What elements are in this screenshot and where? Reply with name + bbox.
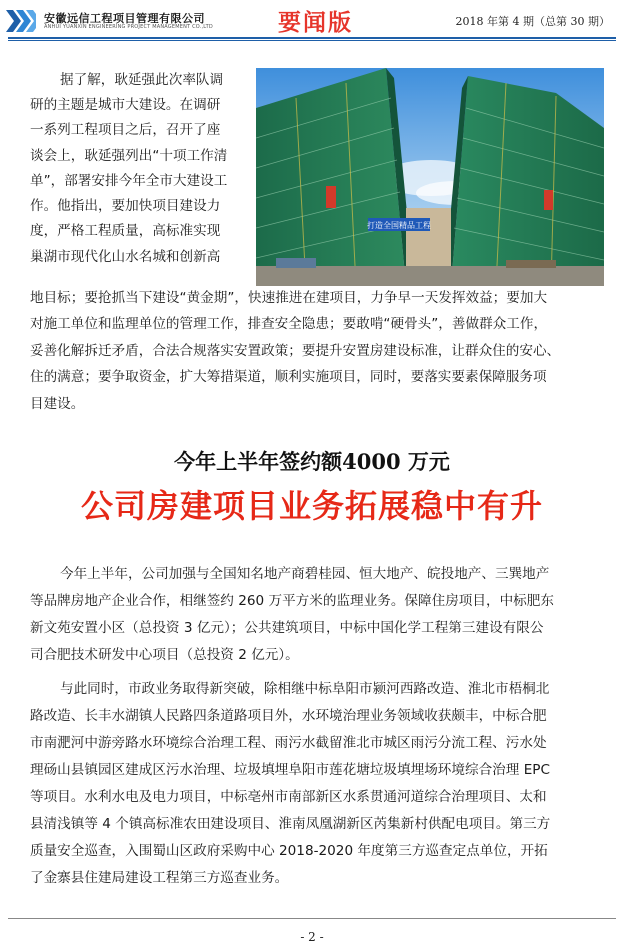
article1-line: 据了解，耿延强此次率队调 <box>60 72 224 88</box>
article1-line: 研的主题是城市大建设。在调研 <box>30 97 221 113</box>
article1-line: 住的满意；要争取资金，扩大筹措渠道，顺利实施项目，同时，要落实要素保障服务项 <box>30 369 547 385</box>
article2-line: 了金寨县住建局建设工程第三方巡查业务。 <box>30 870 289 886</box>
article2-line: 县清浅镇等 4 个镇高标准农田建设项目、淮南凤凰湖新区芮集新村供配电项目。第三方 <box>30 816 551 832</box>
article2-line: 与此同时，市政业务取得新突破，除相继中标阜阳市颍河西路改造、淮北市梧桐北 <box>60 681 550 697</box>
article1-line: 一系列工程项目之后，召开了座 <box>30 122 221 138</box>
article1-line: 巢湖市现代化山水名城和创新高 <box>30 249 221 265</box>
header-rule-thin <box>8 40 616 41</box>
header-rule <box>8 37 616 39</box>
article1-line: 妥善化解拆迁矛盾，合法合规落实安置政策；要提升安置房建设标准，让群众住的安心、 <box>30 343 561 359</box>
article2-sub-headline: 今年上半年签约额4000 万元 <box>174 449 450 474</box>
article1-line: 目建设。 <box>30 396 85 412</box>
footer-rule <box>8 918 616 919</box>
article2-line: 等品牌房地产企业合作，相继签约 260 万平方米的监理业务。保障住房项目，中标肥东 <box>30 593 554 609</box>
construction-site-photo <box>256 68 604 286</box>
article2-line: 质量安全巡查，入围蜀山区政府采购中心 2018-2020 年度第三方巡查定点单位，开拓 <box>30 843 548 859</box>
page-number: - 2 - <box>300 930 324 944</box>
article1-line: 对施工单位和监理单位的管理工作，排查安全隐患；要敢啃“硬骨头”，善做群众工作， <box>30 316 548 332</box>
article1-line: 地目标；要抢抓当下建设“黄金期”，快速推进在建项目，力争早一天发挥效益；要加大 <box>30 290 548 306</box>
issue-number: 2018 年第 4 期（总第 30 期） <box>455 15 610 28</box>
company-name: 安徽远信工程项目管理有限公司 <box>44 12 205 25</box>
page-header <box>0 0 624 38</box>
section-title: 要闻版 <box>278 10 353 36</box>
article1-line: 谈会上，耿延强列出“十项工作清 <box>30 148 228 164</box>
article2-line: 今年上半年，公司加强与全国知名地产商碧桂园、恒大地产、皖投地产、三巽地产 <box>60 566 550 582</box>
company-name-en: ANHUI YUANXIN ENGINEERING PROJECT MANAGEMENT CO.,LTD <box>44 24 213 30</box>
article1-line: 作。他指出，要加快项目建设力 <box>30 198 221 214</box>
article2-headline: 公司房建项目业务拓展稳中有升 <box>80 487 543 525</box>
article2-line: 市南淝河中游旁路水环境综合治理工程、雨污水截留淮北市城区雨污分流工程、污水处 <box>30 735 547 751</box>
article2-line: 司合肥技术研发中心项目（总投资 2 亿元）。 <box>30 647 299 663</box>
article1-line: 度，严格工程质量，高标准实现 <box>30 223 221 239</box>
company-logo-icon <box>6 10 36 32</box>
article2-line: 理砀山县镇园区建成区污水治理、垃圾填埋阜阳市莲花塘垃圾填埋场环境综合治理 EPC <box>30 762 550 778</box>
article2-line: 新文苑安置小区（总投资 3 亿元）；公共建筑项目，中标中国化学工程第三建设有限公 <box>30 620 544 636</box>
article2-line: 等项目。水利水电及电力项目，中标亳州市南部新区水系贯通河道综合治理项目、太和 <box>30 789 547 805</box>
photo-sign-text: 打造全国精品工程 <box>367 221 431 230</box>
article1-line: 单”，部署安排今年全市大建设工 <box>30 173 228 189</box>
article2-line: 路改造、长丰水湖镇人民路四条道路项目外，水环境治理业务领域收获颇丰，中标合肥 <box>30 708 547 724</box>
